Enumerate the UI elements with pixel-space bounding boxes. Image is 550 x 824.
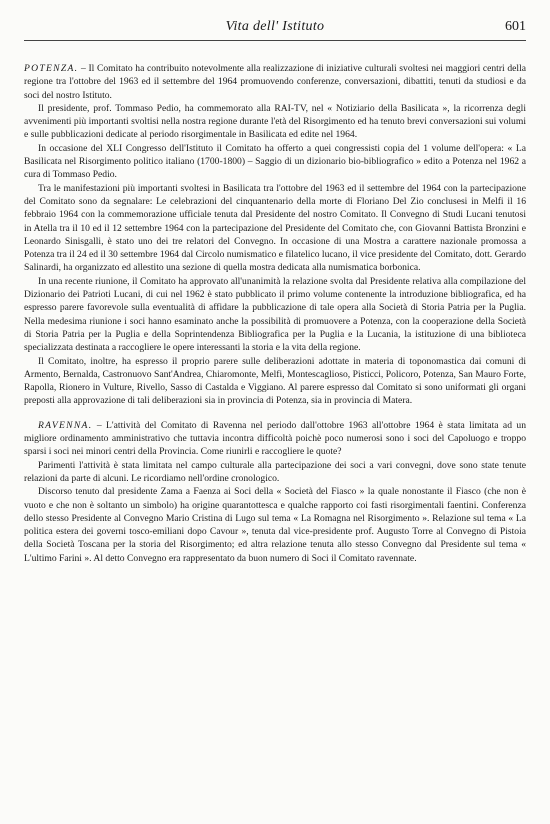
paragraph-text: – Il Comitato ha contribuito notevolmente alla realizzazione di iniziative culturali svoltesi nei maggiori centri della regione tra l'ottobre del 1963 ed il settembre del 1964 promuovendo conferenze, conversazioni, dibattiti, tenuti da studiosi e da soci del nostro Istituto. — [24, 63, 526, 101]
paragraph: Il presidente, prof. Tommaso Pedio, ha commemorato alla RAI-TV, nel « Notiziario della Basilicata », la ricorrenza degli avvenimenti più importanti svoltisi nella nostra regione durante l'età del Risorgimento ed ha tenuto brevi conversazioni sui volumi e sulle pubblicazioni dedicate al periodo risorgimentale in Basilicata ed edite nel 1964. — [24, 102, 526, 141]
section-ravenna — [24, 419, 526, 565]
paragraph: Parimenti l'attività è stata limitata nel campo culturale alla partecipazione dei soci a vari convegni, dove sono state tenute relazioni da parte di alcuni. Le ricordiamo nell'ordine cronologico. — [24, 459, 526, 484]
paragraph-text: – L'attività del Comitato di Ravenna nel periodo dall'ottobre 1963 all'ottobre 1964 è stata limitata ad un migliore ordinamento amministrativo che tuttavia incontra difficoltà poichè poco numerosi sono i soci del Capoluogo e troppo sparsi i soci nei minori centri della Provincia. Come riunirli e raccogliere le quote? — [24, 419, 526, 458]
paragraph — [24, 419, 526, 459]
paragraph: Il Comitato, inoltre, ha espresso il proprio parere sulle deliberazioni adottate in materia di toponomastica dai comuni di Armento, Bernalda, Castronuovo Sant'Andrea, Chiaromonte, Melfi, Montescaglioso, Pisticci, Policoro, Potenza, San Mauro Forte, Rapolla, Rionero in Vulture, Rivello, Sasso di Castalda e Viggiano. Al parere espresso dal Comitato si sono uniformati gli organi preposti alla approvazione di tali deliberazioni sia in provincia di Potenza, sia in provincia di Matera. — [24, 355, 526, 407]
document-body — [24, 62, 526, 576]
page-number: 601 — [505, 19, 526, 34]
section-potenza — [24, 62, 526, 408]
paragraph: Discorso tenuto dal presidente Zama a Faenza ai Soci della « Società del Fiasco » la quale nonostante il Fiasco (che non è vuoto e che non è soltanto un simbolo) ha origine quarantottesca e qualche rapporto coi fasti risorgimentali faentini. Conferenza dello stesso Presidente al Convegno Mario Cristina di Lugo sul tema « La Romagna nel Risorgimento ». Relazione sul tema « La politica estera dei governi tosco-emiliani dopo Cavour », tenuta dal vice-presidente prof. Augusto Torre al Convegno di Pistoia della Società Toscana per la storia del Risorgimento; ed altra relazione tenuta allo stesso Convegno dal Presidente sul tema « L'ultimo Farini ». Al detto Convegno era rappresentato da buon numero di Soci il Comitato ravennate. — [24, 486, 526, 564]
running-title: Vita dell' Istituto — [225, 19, 325, 34]
paragraph: Tra le manifestazioni più importanti svoltesi in Basilicata tra l'ottobre del 1963 ed il settembre del 1964 con la partecipazione del Comitato sono da segnalare: Le celebrazioni del cinquantenario della morte di Floriano Del Zio conclusesi in Melfi il 16 febbraio 1964 con la commemorazione ufficiale tenuta dal Presidente del nostro Comitato. Il Convegno di Studi Lucani tenutosi in Atella tra il 10 ed il 12 settembre 1964 con la partecipazione del Presidente del Comitato che, con Giovanni Battista Bronzini e Leonardo Sinisgalli, è stato uno dei tre relatori del Convegno. In occasione di una Mostra a carattere nazionale promossa a Potenza tra il 24 ed il 30 settembre 1964 dal Circolo numismatico e filatelico lucano, il vice presidente del Comitato, dott. Gerardo Salinardi, ha organizzato ed allestito una sezione di quella mostra dedicata alla numismatica borbonica. — [24, 182, 526, 274]
paragraph: In una recente riunione, il Comitato ha approvato all'unanimità la relazione svolta dal Presidente relativa alla compilazione del Dizionario dei Patrioti Lucani, di cui nel 1962 è stato pubblicato il primo volume contenente la introduzione bibliografica, ed ha espresso parere favorevole sulla eventualità di affidare la pubblicazione di tale opera alla Società di Storia Patria per la Puglia. Nella medesima riunione i soci hanno esaminato anche la possibilità di promuovere a Potenza, con la cooperazione della Società di Storia Patria per la Puglia e della Soprintendenza Bibliografica per la Puglia e la Lucania, la istituzione di una biblioteca specializzata destinata a raccogliere le opere interessanti la storia e la vita della regione. — [24, 275, 526, 354]
section-heading: RAVENNA. — [38, 419, 93, 431]
paragraph: In occasione del XLI Congresso dell'Istituto il Comitato ha offerto a quei congressisti copia del 1 volume dell'opera: « La Basilicata nel Risorgimento politico italiano (1700-1800) – Saggio di un dizionario bio-bibliografico » edito a Potenza nel 1962 a cura di Tommaso Pedio. — [24, 142, 526, 181]
paragraph — [24, 62, 526, 102]
section-heading: POTENZA. — [24, 63, 79, 74]
running-header — [24, 18, 526, 41]
